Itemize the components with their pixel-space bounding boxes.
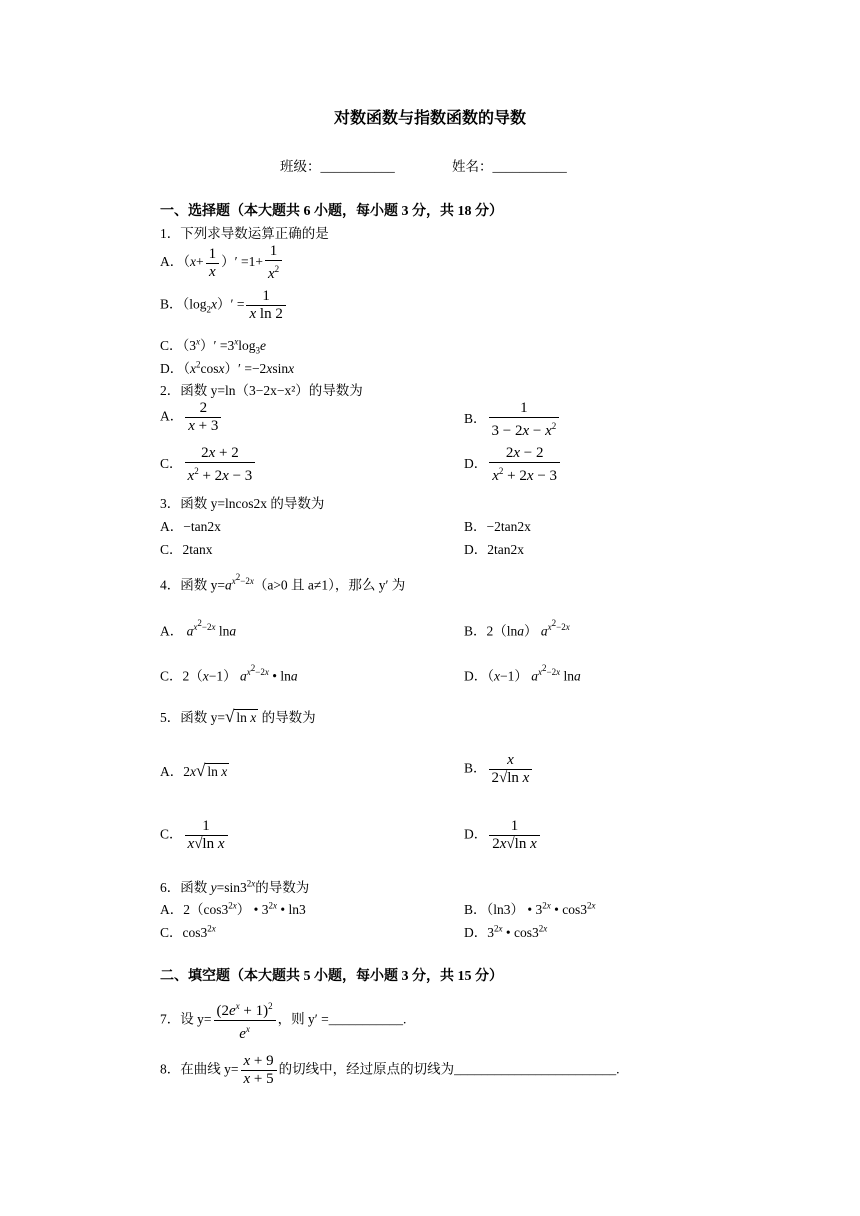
question-2-stem: 2．函数 y=ln（3−2x−x²）的导数为 [160,383,363,398]
q4-option-b: B．2（lna） $a^{x^2-2x}$ [464,618,570,639]
q1-option-d: D．$(x^2\cos x)' =-2xsinx$ [160,359,295,376]
q6-option-d: D．$3^{2x}$ • $\cos 3^{2x}$ [464,923,548,940]
q3-option-b: B．−2tan2x [464,519,531,534]
q4-option-d: D．（x−1） $a^{x^2-2x}$ lna [464,663,581,684]
q6-option-b: B．（ln3） • $3^{2x}$ • $\cos 3^{2x}$ [464,900,596,917]
section-choice-header: 一、选择题（本大题共 6 小题，每小题 3 分，共 18 分） [160,204,503,219]
q2-option-d: D． $\frac{2x - 2}{x^2 + 2x - 3}$ [464,445,562,485]
question-4-stem: 4．函数 $y=a^{x^2-2x}(a>0$ 且 a≠1），那么 y′ 为 [160,572,406,593]
question-8: 8．在曲线 y= $\frac{x + 9}{x + 5}$ 的切线中，经过原点的切线为________________________. [160,1053,620,1087]
question-3-stem: 3．函数 y=lncos2x 的导数为 [160,496,325,511]
q6-option-c: C．$\cos 3^{2x}$ [160,923,216,940]
q1-option-b: B．$(\log_2x)'$ = $\frac{1}{\text{x ln 2}}$ [160,288,288,323]
q3-option-d: D．2tan2x [464,542,524,557]
q1-option-c: C．$(3^x)' =3^x\log_3e$ [160,336,266,356]
q2-option-c: C． $\frac{2x + 2}{x^2 + 2x - 3}$ [160,445,257,485]
q3-option-a: A．−tan2x [160,519,221,534]
page-title: 对数函数与指数函数的导数 [333,110,526,127]
question-7: 7．设 y= $\frac{(2e^x + 1)^2}{e^x}$ ，则 y′ =___________. [160,1001,407,1042]
q3-option-c: C．2tanx [160,542,213,557]
name-field: 姓名：___________ [452,159,567,174]
q1-option-a: A．（x+ $\frac{1}{x}$ ）′ =1+ $\frac{1}{x^2}$ [160,243,284,283]
q5-option-b: B． $\frac{x}{\text{2√ln x}}$ [464,752,534,787]
q4-option-c: C．2（x−1） $a^{x^2-2x}$ • lna [160,663,298,684]
question-6-stem: 6．函数 $y=\sin 3^{2x}$的导数为 [160,878,310,895]
section-fill-header: 二、填空题（本大题共 5 小题，每小题 3 分，共 15 分） [160,969,503,984]
class-field: 班级：___________ [280,159,395,174]
question-1-stem: 1．下列求导数运算正确的是 [160,226,329,241]
q5-option-c: C． $\frac{1}{\text{x√ln x}}$ [160,818,230,853]
question-5-stem: 5．函数 y=√ ln x 的导数为 [160,707,316,726]
q2-option-a: A． $\frac{2}{x + 3}$ [160,400,223,435]
q6-option-a: A．$2(\cos 3^{2x})$ • $3^{2x}$ • ln3 [160,900,306,917]
q2-option-b: B． $\frac{1}{3 - 2x - x^2}$ [464,400,561,440]
q5-option-d: D． $\frac{1}{\text{2x√ln x}}$ [464,818,542,853]
q5-option-a: A．2x√ ln x [160,761,228,780]
q4-option-a: A． $a^{x^2-2x}$ lna [160,618,237,639]
